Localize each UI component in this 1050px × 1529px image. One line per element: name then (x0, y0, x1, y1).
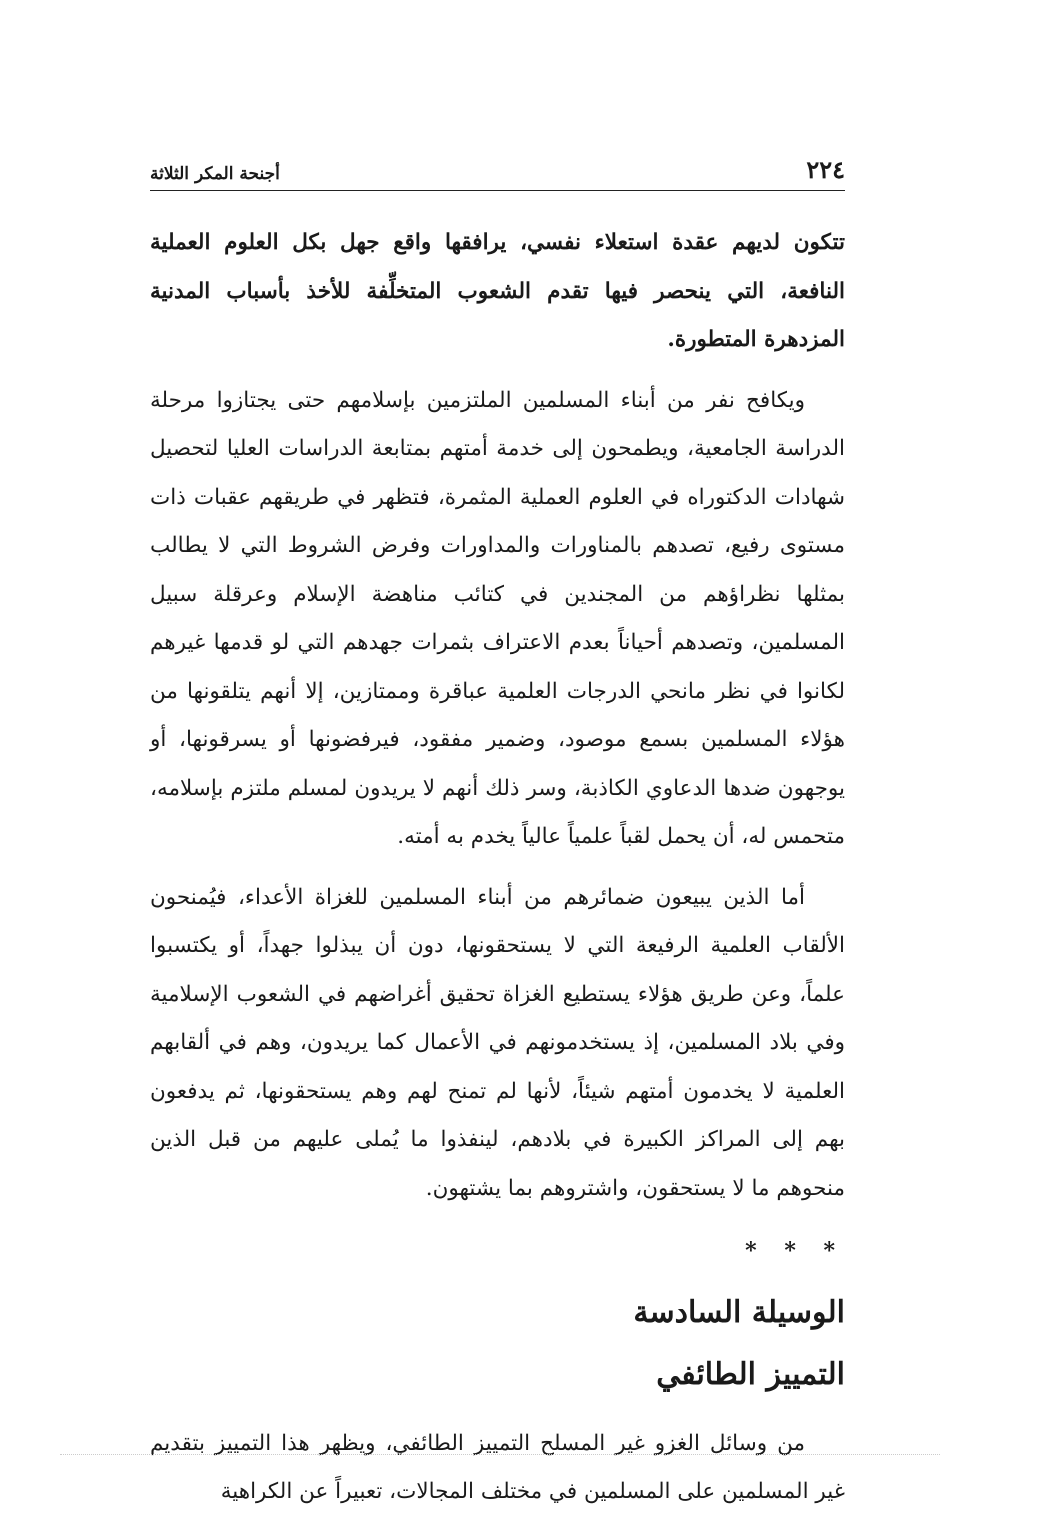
page-number: ٢٢٤ (806, 155, 845, 184)
book-title: أجنحة المكر الثلاثة (150, 164, 280, 184)
closing-paragraph: من وسائل الغزو غير المسلح التمييز الطائفي، ويظهر هذا التمييز بتقديم غير المسلمين على المسلمين في مختلف المجالات، تعبيراً عن الكراهية (150, 1430, 845, 1504)
section-separator: * * * (745, 1238, 845, 1264)
scan-edge-line (60, 1454, 940, 1455)
body-text (150, 219, 845, 1517)
section-subtitle: التمييز الطائفي (656, 1356, 845, 1392)
running-head (150, 148, 845, 191)
paragraph-1: تتكون لديهم عقدة استعلاء نفسي، يرافقها واقع جهل بكل العلوم العملية النافعة، التي ينحصر فيها تقدم الشعوب المتخلِّفة للأخذ بأسباب المدنية المزدهرة المتطورة. (150, 230, 845, 352)
paragraph-2: ويكافح نفر من أبناء المسلمين الملتزمين بإسلامهم حتى يجتازوا مرحلة الدراسة الجامعية، ويطمحون إلى خدمة أمتهم بمتابعة الدراسات العليا لتحصيل شهادات الدكتوراه في العلوم العملية المثمرة، فتظهر في طريقهم عقبات ذات مستوى رفيع، تصدهم بالمناورات والمداورات وفرض الشروط التي لا يطالب بمثلها نظراؤهم من المجندين في كتائب مناهضة الإسلام وعرقلة سبيل المسلمين، وتصدهم أحياناً بعدم الاعتراف بثمرات جهدهم التي لو قدمها غيرهم لكانوا في نظر مانحي الدرجات العلمية عباقرة وممتازين، إلا أنهم يتلقونها من هؤلاء المسلمين بسمع موصود، وضمير مفقود، فيرفضونها أو يسرقونها، أو يوجهون ضدها الدعاوي الكاذبة، وسر ذلك أنهم لا يريدون لمسلم ملتزم بإسلامه، متحمس له، أن يحمل لقباً علمياً عالياً يخدم به أمته. (150, 387, 845, 849)
section-title: الوسيلة السادسة (633, 1294, 845, 1330)
paragraph-3: أما الذين يبيعون ضمائرهم من أبناء المسلمين للغزاة الأعداء، فيُمنحون الألقاب العلمية الرفيعة التي لا يستحقونها، دون أن يبذلوا جهداً، أو يكتسبوا علماً، وعن طريق هؤلاء يستطيع الغزاة تحقيق أغراضهم في الشعوب الإسلامية وفي بلاد المسلمين، إذ يستخدمونهم في الأعمال كما يريدون، وهم في ألقابهم العلمية لا يخدمون أمتهم شيئاً، لأنها لم تمنح لهم وهم يستحقونها، ثم يدفعون بهم إلى المراكز الكبيرة في بلادهم، لينفذوا ما يُملى عليهم من قبل الذين منحوهم ما لا يستحقون، واشتروهم بما يشتهون. (150, 884, 845, 1201)
book-page (150, 148, 845, 1529)
